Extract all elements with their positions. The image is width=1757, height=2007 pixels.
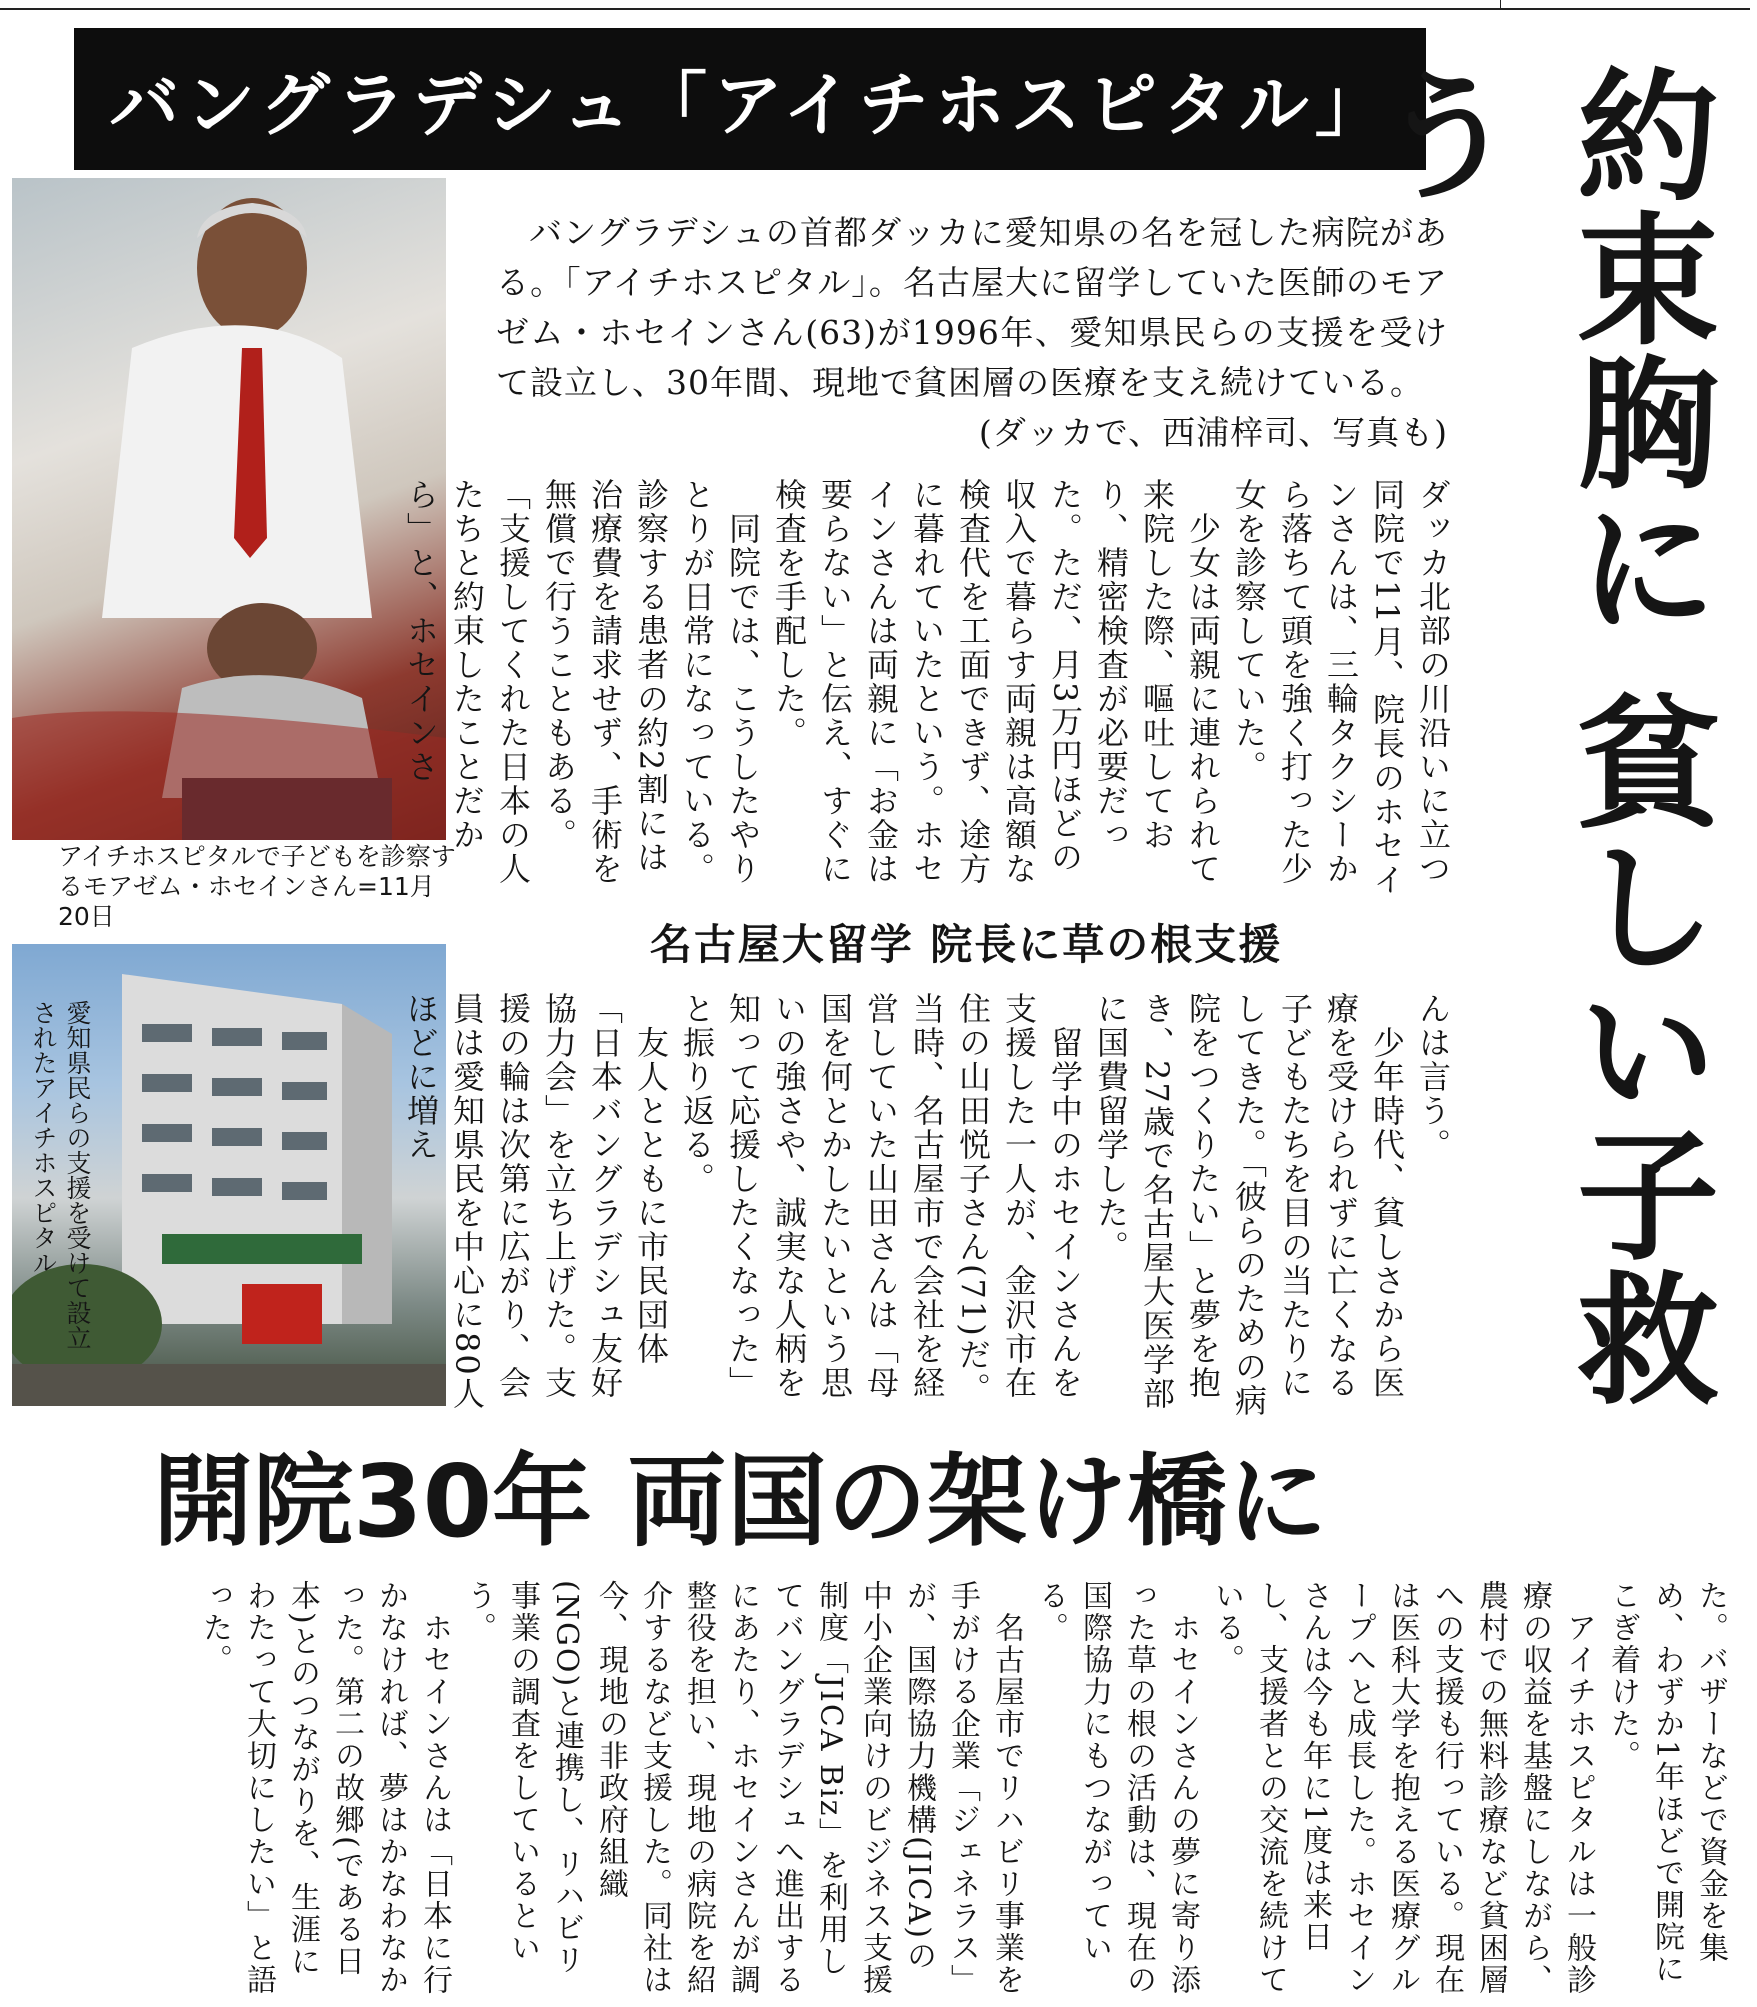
kicker-text: バングラデシュ「アイチホスピタル」 [109,63,1391,146]
top-divider [1500,0,1501,10]
photo-caption-2: 愛知県民らの支援を受けて設立されたアイチホスピタル [29,1000,92,1350]
subheadline-1: 名古屋大留学 院長に草の根支援 [649,920,1283,969]
top-rule [0,8,1750,10]
subheadline-2: 開院30年 両国の架け橋に [153,1443,1327,1560]
body-section-1: ダッカ北部の川沿いに立つ同院で11月、院長のホセインさんは、三輪タクシーから落ちて頭を強く打った少女を診察していた。 少女は両親に連れられて来院した際、嘔吐しており、精密検査が必要だった。ただ、月3万円ほどの収入で暮らす両親は高額な検査代を工面できず、途方に暮れていたという。ホセインさんは両親に「お金は要らない」と伝え、すぐに検査を手配した。 同院では、こうしたやりとりが日常になっている。診察する患者の約2割には治療費を請求せず、手術を無償で行うこともある。「支援してくれた日本の人たちと約束したことだから」と、ホセインさ [402,478,1452,897]
body-section-2: んは言う。 少年時代、貧しさから医療を受けられずに亡くなる子どもたちを目の当たりにしてきた。「彼らのための病院をつくりたい」と夢を抱き、27歳で名古屋大医学部に国費留学した。 留学中のホセインさんを支援した一人が、金沢市在住の山田悦子さん(71)だ。当時、名古屋市で会社を経営していた山田さんは「母国を何とかしたいという思いの強さや、誠実な人柄を知って応援したくなった」と振り返る。 友人とともに市民団体「日本バングラデシュ友好協力会」を立ち上げた。支援の輪は次第に広がり、会員は愛知県民を中心に80人ほどに増え [402,992,1452,1418]
body-section-3: た。バザーなどで資金を集め、わずか1年ほどで開院にこぎ着けた。 アイチホスピタルは一般診療の収益を基盤にしながら、農村での無料診療など貧困層への支援も行っている。現在は医科大学を抱える医療グループへと成長した。ホセインさんは今も年に1度は来日し、支援者との交流を続けている。 ホセインさんの夢に寄り添った草の根の活動は、現在の国際協力にもつながっている。 名古屋市でリハビリ事業を手がける企業「ジェネラス」が、国際協力機構(JICA)の中小企業向けのビジネス支援制度「JICA Biz」を利用してバングラデシュへ進出するにあたり、ホセインさんが調整役を担い、現地の病院を紹介するなど支援した。同社は今、現地の非政府組織(NGO)と連携し、リハビリ事業の調査をしているという。 ホセインさんは「日本に行かなければ、夢はかなわなかった。第二の故郷(である日本)とのつながりを、生涯にわたって大切にしたい」と語った。 [197,1580,1728,1996]
lead-paragraph [496,208,1448,458]
lead-text: バングラデシュの首都ダッカに愛知県の名を冠した病院がある。「アイチホスピタル」。名古屋大に留学していた医師のモアゼム・ホセインさん(63)が1996年、愛知県民らの支援を受けて設立し、30年間、現地で貧困層の医療を支え続けている。 [496,213,1448,402]
main-headline: 約束胸に 貧しい子救う [1353,62,1718,1410]
doctor-photo [12,178,446,840]
photo-caption-1: アイチホスピタルで子どもを診察するモアゼム・ホセインさん=11月20日 [58,842,456,931]
kicker-banner [74,28,1426,170]
byline: (ダッカで、西浦梓司、写真も) [978,413,1448,452]
